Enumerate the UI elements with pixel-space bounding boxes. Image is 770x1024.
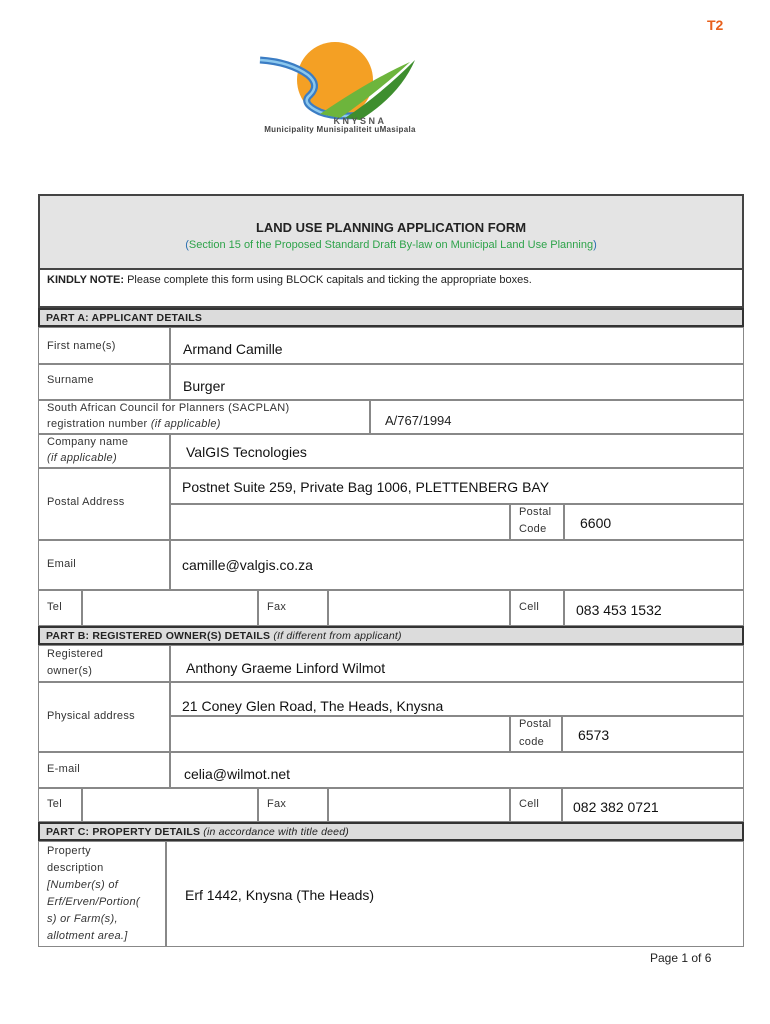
owner-cell-label: Cell (519, 798, 540, 810)
physical-address-label: Physical address (47, 710, 135, 722)
email-value: camille@valgis.co.za (182, 557, 313, 573)
owner-label-line1: Registered (47, 648, 104, 660)
postal-code-field[interactable] (564, 504, 744, 540)
sacplan-value: A/767/1994 (385, 413, 452, 428)
form-title: LAND USE PLANNING APPLICATION FORM (255, 220, 527, 235)
postal-address-label: Postal Address (47, 496, 125, 508)
owner-tel-field[interactable] (82, 788, 258, 822)
company-field[interactable] (170, 434, 744, 468)
page-number: Page 1 of 6 (650, 951, 712, 965)
part-b-note: (If different from applicant) (270, 630, 402, 642)
postal-code-value: 6600 (580, 515, 612, 531)
subtitle-close: ) (593, 239, 597, 251)
note-label: KINDLY NOTE: (47, 274, 125, 286)
part-c-heading (38, 822, 744, 841)
kindly-note (38, 270, 744, 308)
part-c-title: PART C: PROPERTY DETAILS (46, 826, 201, 838)
fax-field[interactable] (328, 590, 510, 626)
cell-label-cell (510, 590, 564, 626)
note-text: Please complete this form using BLOCK capitals and ticking the appropriate boxes. (124, 274, 532, 286)
part-c-note: (in accordance with title deed) (200, 826, 349, 838)
owner-postal-code-label-line2: code (519, 736, 545, 748)
postal-code-label-line2: Code (519, 523, 547, 535)
owner-cell-field[interactable] (562, 788, 744, 822)
property-description-value: Erf 1442, Knysna (The Heads) (185, 887, 375, 903)
owner-tel-label: Tel (47, 798, 62, 810)
owner-fax-label-cell (258, 788, 328, 822)
physical-address-value: 21 Coney Glen Road, The Heads, Knysna (182, 698, 444, 714)
surname-value: Burger (183, 378, 226, 394)
sacplan-field[interactable] (370, 400, 744, 434)
logo-name: KNYSNA (333, 116, 387, 126)
part-a-heading: PART A: APPLICANT DETAILS (38, 308, 744, 327)
sacplan-label-optional: (if applicable) (150, 418, 221, 430)
surname-field[interactable] (170, 364, 744, 400)
logo-subtitle: Municipality Munisipaliteit uMasipala (264, 125, 416, 134)
fax-label: Fax (267, 601, 287, 613)
physical-address-field[interactable] (170, 682, 744, 716)
form-subtitle (40, 239, 742, 251)
company-label: Company name (47, 436, 129, 448)
company-label-optional: (if applicable) (47, 452, 117, 464)
physical-address-field-line2[interactable] (170, 716, 510, 752)
owner-fax-label: Fax (267, 798, 287, 810)
sacplan-label-cell (38, 400, 370, 434)
owner-label-line2: owner(s) (47, 665, 93, 677)
property-desc-label-line4: Erf/Erven/Portion( (47, 896, 140, 908)
owner-label-cell (38, 645, 170, 682)
property-desc-label-cell (38, 841, 166, 947)
property-desc-label-line6: allotment area.] (47, 930, 128, 942)
form-header (38, 194, 744, 270)
email-label-cell (38, 540, 170, 590)
property-description-field[interactable] (166, 841, 744, 947)
postal-address-value: Postnet Suite 259, Private Bag 1006, PLETTENBERG BAY (182, 479, 550, 495)
cell-field[interactable] (564, 590, 744, 626)
postal-label-cell (38, 468, 170, 540)
page-code: T2 (707, 17, 724, 33)
email-label: Email (47, 558, 77, 570)
owner-value: Anthony Graeme Linford Wilmot (186, 660, 386, 676)
sacplan-label-line2: registration number (47, 418, 151, 430)
sacplan-label-line1: South African Council for Planners (SACPLAN) (47, 402, 290, 414)
first-name-value: Armand Camille (183, 341, 283, 357)
postal-address-field-line2[interactable] (170, 504, 510, 540)
property-desc-label-line1: Property (47, 845, 91, 857)
subtitle-text: Section 15 of the Proposed Standard Draft By-law on Municipal Land Use Planning (188, 239, 594, 251)
property-desc-label-line2: description (47, 862, 104, 874)
surname-label-cell (38, 364, 170, 400)
part-b-heading (38, 626, 744, 645)
tel-label: Tel (47, 601, 62, 613)
owner-email-label-cell (38, 752, 170, 788)
surname-label: Surname (47, 374, 94, 386)
first-name-field[interactable] (170, 327, 744, 364)
property-desc-label-line3: [Number(s) of (47, 879, 119, 891)
part-b-title: PART B: REGISTERED OWNER(S) DETAILS (46, 630, 271, 642)
tel-field[interactable] (82, 590, 258, 626)
owner-email-field[interactable] (170, 752, 744, 788)
owner-postal-code-label-line1: Postal (519, 718, 552, 730)
postal-code-label-cell (510, 504, 564, 540)
company-label-cell (38, 434, 170, 468)
subtitle-open: ( (185, 239, 189, 251)
cell-value: 083 453 1532 (576, 602, 662, 618)
company-value: ValGIS Tecnologies (186, 444, 307, 460)
owner-cell-value: 082 382 0721 (573, 799, 659, 815)
property-desc-label-line5: s) or Farm(s), (47, 913, 118, 925)
first-name-label: First name(s) (47, 340, 116, 352)
owner-postal-code-label-cell (510, 716, 562, 752)
owner-email-value: celia@wilmot.net (184, 766, 291, 782)
first-name-label-cell (38, 327, 170, 364)
owner-field[interactable] (170, 645, 744, 682)
owner-email-label: E-mail (47, 763, 80, 775)
fax-label-cell (258, 590, 328, 626)
owner-cell-label-cell (510, 788, 562, 822)
postal-address-field[interactable] (170, 468, 744, 504)
cell-label: Cell (519, 601, 540, 613)
owner-postal-code-value: 6573 (578, 727, 610, 743)
postal-code-label-line1: Postal (519, 506, 552, 518)
physical-label-cell (38, 682, 170, 752)
owner-postal-code-field[interactable] (562, 716, 744, 752)
owner-fax-field[interactable] (328, 788, 510, 822)
owner-tel-label-cell (38, 788, 82, 822)
tel-label-cell (38, 590, 82, 626)
email-field[interactable] (170, 540, 744, 590)
